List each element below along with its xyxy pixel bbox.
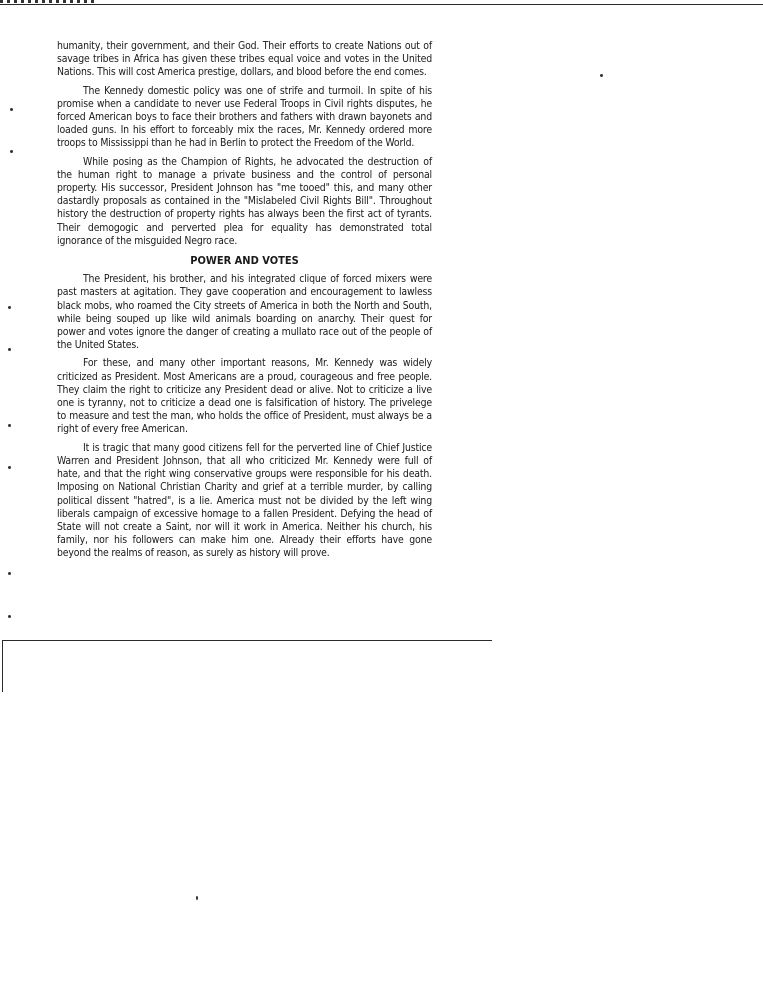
scan-speck <box>600 74 603 77</box>
document-body <box>57 40 432 566</box>
paragraph: The Kennedy domestic policy was one of strife and turmoil. In spite of his promise when a candidate to never use Federal Troops in Civil rights disputes, he forced American boys to face their brothers and fathers with drawn bayonets and loaded guns. In his effort to forceably mix the races, Mr. Kennedy ordered more troops to Mississippi than he had in Berlin to protect the Freedom of the World. <box>57 84 432 150</box>
scan-speck <box>8 424 11 427</box>
scan-speck <box>8 572 11 575</box>
scan-speck <box>10 150 13 153</box>
scan-speck <box>8 306 11 309</box>
paragraph: humanity, their government, and their God. Their efforts to create Nations out of savage tribes in Africa has given these tribes equal voice and votes in the United Nations. This will cost America prestige, dollars, and blood before the end comes. <box>57 40 432 79</box>
scan-speck <box>10 108 13 111</box>
scan-speck <box>8 466 11 469</box>
paragraph: For these, and many other important reasons, Mr. Kennedy was widely criticized as President. Most Americans are a proud, courageous and free people. They claim the right to criticize any President dead or alive. Not to criticize a live one is tyranny, not to criticize a dead one is falsification of history. The privelege to measure and test the man, who holds the office of President, must always be a right of every free American. <box>57 357 432 436</box>
paragraph: While posing as the Champion of Rights, he advocated the destruction of the human right to manage a private business and the control of personal property. His successor, President Johnson has "me tooed" this, and many other dastardly proposals as contained in the "Mislabeled Civil Rights Bill". Throughout history the destruction of property rights has always been the first act of tyrants. Their demogogic and perverted plea for equality has demonstrated total ignorance of the misguided Negro race. <box>57 155 432 247</box>
section-heading: POWER AND VOTES <box>190 254 299 268</box>
paragraph: It is tragic that many good citizens fell for the perverted line of Chief Justice Warren and President Johnson, that all who criticized Mr. Kennedy were full of hate, and that the right wing conservative groups were responsible for his death. Imposing on National Christian Charity and grief at a terrible murder, by calling political dissent "hatred", is a lie. America must not be divided by the left wing liberals campaign of excessive homage to a fallen President. Defying the head of State will not create a Saint, nor will it work in America. Neither his church, his family, nor his followers can make him one. Already their efforts have gone beyond the realms of reason, as surely as history will prove. <box>57 441 432 560</box>
scan-bottom-rule <box>2 640 492 641</box>
scan-speck <box>8 615 11 618</box>
paragraph: The President, his brother, and his integrated clique of forced mixers were past masters at agitation. They gave cooperation and encouragement to lawless black mobs, who roamed the City streets of America in both the North and South, while being souped up like wild animals boarding on anarchy. Their quest for power and votes ignore the danger of creating a mullato race out of the people of the United States. <box>57 273 432 352</box>
scan-bottom-corner <box>2 640 3 692</box>
scan-speck <box>196 896 198 900</box>
scan-top-rule <box>0 4 763 5</box>
scan-speck <box>8 348 11 351</box>
scan-edge-marks <box>0 0 95 3</box>
